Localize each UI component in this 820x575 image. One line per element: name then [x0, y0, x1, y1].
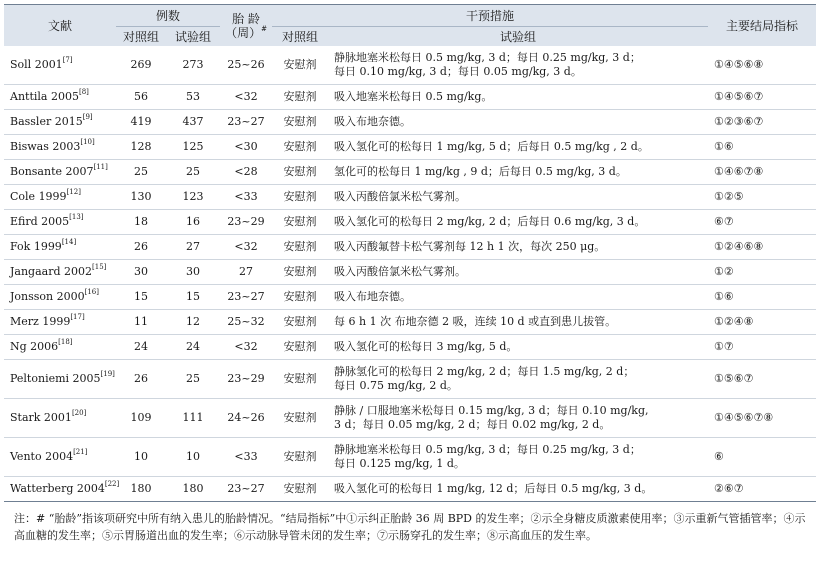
- treatment-line-1: 氢化可的松每日 1 mg/kg , 9 d；后每日 0.5 mg/kg, 3 d。: [334, 165, 627, 178]
- cell-outcome: ①⑤⑥⑦: [708, 360, 816, 399]
- cell-control-n: 130: [116, 185, 166, 210]
- cell-outcome: ①②: [708, 260, 816, 285]
- cell-control-intervention: 安慰剂: [272, 160, 328, 185]
- treatment-line-2: 每日 0.75 mg/kg, 2 d。: [334, 379, 458, 392]
- cell-treatment-n: 25: [166, 360, 220, 399]
- cell-control-n: 24: [116, 335, 166, 360]
- treatment-line-2: 每日 0.10 mg/kg, 3 d；每日 0.05 mg/kg, 3 d。: [334, 65, 582, 78]
- cell-control-intervention: 安慰剂: [272, 210, 328, 235]
- cell-study: Vento 2004[21]: [4, 438, 116, 477]
- table-row: [4, 399, 816, 438]
- cell-control-intervention: 安慰剂: [272, 285, 328, 310]
- treatment-line-1: 吸入布地奈德。: [334, 115, 412, 128]
- cell-outcome: ①②⑤: [708, 185, 816, 210]
- cell-control-intervention: 安慰剂: [272, 335, 328, 360]
- cell-treatment-intervention: [328, 160, 708, 185]
- cell-study: Ng 2006[18]: [4, 335, 116, 360]
- cell-study: Jangaard 2002[15]: [4, 260, 116, 285]
- study-characteristics-table: [4, 4, 816, 502]
- table-row: [4, 210, 816, 235]
- study-characteristics-table-container: [4, 0, 816, 544]
- header-ga-label: 胎 龄: [232, 11, 260, 26]
- table-row: [4, 235, 816, 260]
- reference-mark: [9]: [82, 113, 93, 122]
- cell-control-intervention: 安慰剂: [272, 85, 328, 110]
- cell-study: Stark 2001[20]: [4, 399, 116, 438]
- header-control-n: 对照组: [116, 27, 166, 47]
- table-row: [4, 85, 816, 110]
- cell-study: Soll 2001[7]: [4, 46, 116, 85]
- cell-control-n: 109: [116, 399, 166, 438]
- cell-study: Cole 1999[12]: [4, 185, 116, 210]
- cell-treatment-intervention: [328, 210, 708, 235]
- cell-gestational-age: <33: [220, 438, 272, 477]
- treatment-line-1: 吸入丙酸倍氯米松气雾剂。: [334, 265, 467, 278]
- cell-gestational-age: 27: [220, 260, 272, 285]
- table-row: [4, 135, 816, 160]
- cell-treatment-intervention: [328, 185, 708, 210]
- cell-control-n: 30: [116, 260, 166, 285]
- table-row: [4, 46, 816, 85]
- table-body: [4, 46, 816, 502]
- reference-mark: [10]: [80, 138, 95, 147]
- cell-gestational-age: 23~27: [220, 110, 272, 135]
- cell-treatment-n: 53: [166, 85, 220, 110]
- cell-outcome: ①④⑥⑦⑧: [708, 160, 816, 185]
- cell-study: Merz 1999[17]: [4, 310, 116, 335]
- treatment-line-1: 吸入丙酸氟替卡松气雾剂每 12 h 1 次，每次 250 μg。: [334, 240, 606, 253]
- cell-treatment-intervention: [328, 335, 708, 360]
- cell-treatment-intervention: [328, 360, 708, 399]
- cell-treatment-intervention: [328, 399, 708, 438]
- cell-control-n: 26: [116, 360, 166, 399]
- cell-treatment-n: 111: [166, 399, 220, 438]
- header-ga-unit: （周）#: [225, 24, 267, 40]
- cell-gestational-age: <33: [220, 185, 272, 210]
- reference-mark: [11]: [93, 163, 108, 172]
- cell-outcome: ⑥⑦: [708, 210, 816, 235]
- cell-control-n: 128: [116, 135, 166, 160]
- cell-gestational-age: 24~26: [220, 399, 272, 438]
- treatment-line-1: 静脉 / 口服地塞米松每日 0.15 mg/kg, 3 d；每日 0.10 mg/kg,: [334, 404, 649, 417]
- reference-mark: [22]: [104, 480, 120, 489]
- cell-treatment-n: 24: [166, 335, 220, 360]
- cell-control-intervention: 安慰剂: [272, 135, 328, 160]
- cell-treatment-intervention: [328, 260, 708, 285]
- cell-treatment-intervention: [328, 285, 708, 310]
- cell-gestational-age: 25~26: [220, 46, 272, 85]
- cell-gestational-age: <32: [220, 335, 272, 360]
- cell-treatment-n: 125: [166, 135, 220, 160]
- cell-gestational-age: 23~29: [220, 360, 272, 399]
- treatment-line-1: 静脉地塞米松每日 0.5 mg/kg, 3 d；每日 0.25 mg/kg, 3 d；: [334, 443, 641, 456]
- reference-mark: [16]: [84, 288, 99, 297]
- reference-mark: [17]: [70, 313, 85, 322]
- cell-treatment-n: 180: [166, 477, 220, 502]
- reference-mark: [12]: [66, 188, 81, 197]
- cell-treatment-intervention: [328, 46, 708, 85]
- cell-control-n: 10: [116, 438, 166, 477]
- reference-mark: [18]: [58, 338, 73, 347]
- treatment-line-2: 3 d；每日 0.05 mg/kg, 2 d；每日 0.02 mg/kg, 2 d。: [334, 418, 611, 431]
- treatment-line-1: 静脉地塞米松每日 0.5 mg/kg, 3 d；每日 0.25 mg/kg, 3 d；: [334, 51, 641, 64]
- cell-outcome: ①④⑤⑥⑦: [708, 85, 816, 110]
- cell-treatment-n: 437: [166, 110, 220, 135]
- header-study: 文献: [4, 5, 116, 47]
- cell-control-intervention: 安慰剂: [272, 185, 328, 210]
- treatment-line-1: 每 6 h 1 次 布地奈德 2 吸，连续 10 d 或直到患儿拔管。: [334, 315, 617, 328]
- cell-control-intervention: 安慰剂: [272, 360, 328, 399]
- table-row: [4, 310, 816, 335]
- cell-treatment-n: 27: [166, 235, 220, 260]
- cell-control-n: 15: [116, 285, 166, 310]
- treatment-line-2: 每日 0.125 mg/kg, 1 d。: [334, 457, 465, 470]
- cell-control-intervention: 安慰剂: [272, 477, 328, 502]
- cell-control-n: 18: [116, 210, 166, 235]
- cell-control-n: 180: [116, 477, 166, 502]
- reference-mark: [19]: [100, 370, 115, 379]
- cell-control-n: 56: [116, 85, 166, 110]
- reference-mark: [13]: [69, 213, 84, 222]
- header-outcome: 主要结局指标: [708, 5, 816, 47]
- cell-outcome: ①⑥: [708, 285, 816, 310]
- header-treatment-n: 试验组: [166, 27, 220, 47]
- table-row: [4, 160, 816, 185]
- treatment-line-1: 吸入丙酸倍氯米松气雾剂。: [334, 190, 467, 203]
- reference-mark: [7]: [62, 56, 73, 65]
- cell-gestational-age: <32: [220, 85, 272, 110]
- cell-control-intervention: 安慰剂: [272, 310, 328, 335]
- header-ga-mark: #: [261, 24, 267, 33]
- table-row: [4, 477, 816, 502]
- reference-mark: [20]: [71, 409, 87, 418]
- header-gestational-age: [220, 5, 272, 47]
- reference-mark: [15]: [92, 263, 107, 272]
- cell-study: Peltoniemi 2005[19]: [4, 360, 116, 399]
- header-intervention: 干预措施: [272, 5, 708, 27]
- reference-mark: [14]: [61, 238, 77, 247]
- table-row: [4, 360, 816, 399]
- cell-study: Fok 1999[14]: [4, 235, 116, 260]
- cell-gestational-age: <32: [220, 235, 272, 260]
- treatment-line-1: 吸入氢化可的松每日 2 mg/kg, 2 d；后每日 0.6 mg/kg, 3 d。: [334, 215, 646, 228]
- cell-treatment-n: 12: [166, 310, 220, 335]
- cell-treatment-n: 15: [166, 285, 220, 310]
- header-cases: 例数: [116, 5, 220, 27]
- reference-mark: [8]: [78, 88, 89, 97]
- table-row: [4, 335, 816, 360]
- cell-treatment-n: 273: [166, 46, 220, 85]
- cell-gestational-age: 23~29: [220, 210, 272, 235]
- treatment-line-1: 吸入地塞米松每日 0.5 mg/kg。: [334, 90, 493, 103]
- cell-gestational-age: 23~27: [220, 477, 272, 502]
- table-row: [4, 438, 816, 477]
- cell-gestational-age: 23~27: [220, 285, 272, 310]
- treatment-line-1: 静脉氢化可的松每日 2 mg/kg, 2 d；每日 1.5 mg/kg, 2 d；: [334, 365, 635, 378]
- cell-control-intervention: 安慰剂: [272, 260, 328, 285]
- cell-outcome: ①②④⑧: [708, 310, 816, 335]
- cell-control-intervention: 安慰剂: [272, 438, 328, 477]
- cell-gestational-age: <30: [220, 135, 272, 160]
- cell-outcome: ⑥: [708, 438, 816, 477]
- cell-control-n: 419: [116, 110, 166, 135]
- table-row: [4, 185, 816, 210]
- cell-treatment-n: 25: [166, 160, 220, 185]
- cell-treatment-intervention: [328, 85, 708, 110]
- cell-study: Bassler 2015[9]: [4, 110, 116, 135]
- cell-control-n: 11: [116, 310, 166, 335]
- cell-outcome: ①⑥: [708, 135, 816, 160]
- cell-study: Bonsante 2007[11]: [4, 160, 116, 185]
- cell-treatment-n: 16: [166, 210, 220, 235]
- cell-study: Anttila 2005[8]: [4, 85, 116, 110]
- treatment-line-1: 吸入氢化可的松每日 1 mg/kg, 12 d；后每日 0.5 mg/kg, 3 d。: [334, 482, 653, 495]
- cell-treatment-intervention: [328, 110, 708, 135]
- cell-study: Jonsson 2000[16]: [4, 285, 116, 310]
- cell-treatment-intervention: [328, 438, 708, 477]
- cell-control-intervention: 安慰剂: [272, 110, 328, 135]
- treatment-line-1: 吸入氢化可的松每日 3 mg/kg, 5 d。: [334, 340, 518, 353]
- cell-outcome: ①②④⑥⑧: [708, 235, 816, 260]
- cell-outcome: ①④⑤⑥⑧: [708, 46, 816, 85]
- cell-control-n: 25: [116, 160, 166, 185]
- cell-study: Biswas 2003[10]: [4, 135, 116, 160]
- treatment-line-1: 吸入布地奈德。: [334, 290, 412, 303]
- treatment-line-1: 吸入氢化可的松每日 1 mg/kg, 5 d；后每日 0.5 mg/kg , 2 d。: [334, 140, 649, 153]
- cell-treatment-n: 30: [166, 260, 220, 285]
- cell-treatment-intervention: [328, 135, 708, 160]
- cell-treatment-intervention: [328, 235, 708, 260]
- table-header: [4, 5, 816, 47]
- cell-control-n: 269: [116, 46, 166, 85]
- table-footnote: 注：# “胎龄”指该项研究中所有纳入患儿的胎龄情况。“结局指标”中①示纠正胎龄 36 周 BPD 的发生率；②示全身糖皮质激素使用率；③示重新气管插管率；④示高血糖的发生率；⑤示胃肠道出血的发生率；⑥示动脉导管未闭的发生率；⑦示肠穿孔的发生率；⑧示高血压的发生率。: [14, 512, 806, 542]
- table-row: [4, 110, 816, 135]
- cell-treatment-n: 123: [166, 185, 220, 210]
- cell-study: Efird 2005[13]: [4, 210, 116, 235]
- cell-treatment-intervention: [328, 310, 708, 335]
- cell-control-intervention: 安慰剂: [272, 46, 328, 85]
- table-row: [4, 260, 816, 285]
- cell-gestational-age: <28: [220, 160, 272, 185]
- header-control-intervention: 对照组: [272, 27, 328, 47]
- cell-outcome: ①④⑤⑥⑦⑧: [708, 399, 816, 438]
- cell-treatment-n: 10: [166, 438, 220, 477]
- cell-outcome: ①②③⑥⑦: [708, 110, 816, 135]
- cell-treatment-intervention: [328, 477, 708, 502]
- cell-outcome: ②⑥⑦: [708, 477, 816, 502]
- table-row: [4, 285, 816, 310]
- cell-gestational-age: 25~32: [220, 310, 272, 335]
- cell-control-intervention: 安慰剂: [272, 399, 328, 438]
- header-treatment-intervention: 试验组: [328, 27, 708, 47]
- cell-study: Watterberg 2004[22]: [4, 477, 116, 502]
- cell-control-n: 26: [116, 235, 166, 260]
- cell-outcome: ①⑦: [708, 335, 816, 360]
- reference-mark: [21]: [73, 448, 88, 457]
- cell-control-intervention: 安慰剂: [272, 235, 328, 260]
